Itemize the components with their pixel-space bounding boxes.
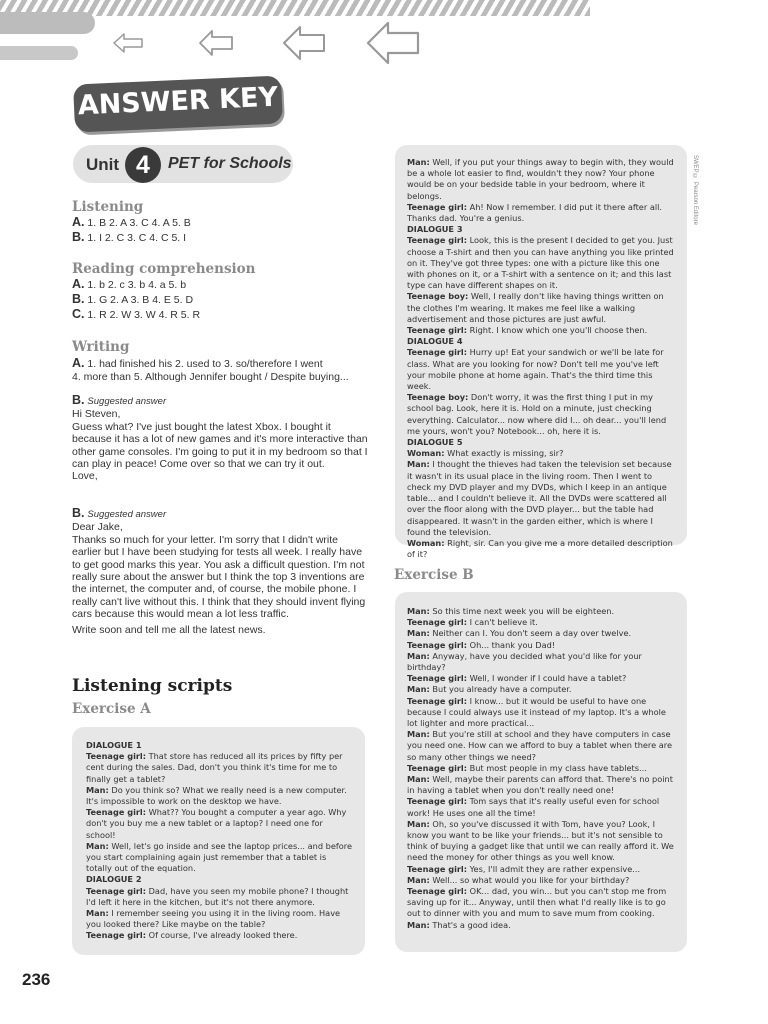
left-arrow-icon [112, 32, 144, 54]
script-line [86, 751, 353, 785]
writing-heading: Writing [72, 339, 130, 355]
script-line [407, 628, 675, 639]
speaker-label: Teenage girl: [407, 235, 468, 246]
speaker-label: Man: [407, 628, 430, 639]
speech-text: Well, maybe their parents can afford that. There's no point in having a tablet when you don't really need one! [407, 774, 673, 796]
unit-label: Unit [86, 155, 120, 174]
speaker-label: Teenage girl: [86, 885, 147, 896]
script-text [407, 157, 675, 560]
script-line [407, 392, 675, 437]
script-text [86, 740, 353, 942]
speaker-label: Teenage girl: [407, 347, 468, 358]
script-line [407, 763, 675, 774]
writing-answer-line: A. 1. had finished his 2. used to 3. so/therefore I went [72, 356, 323, 370]
speech-text: Well, if you put your things away to begin with, they would be a whole lot easier to find, wouldn't they now? Your phone would be on your bedside table in your bedroom, where it belongs. [407, 157, 674, 201]
speech-text: Yes, I'll admit they are rather expensive... [467, 863, 641, 874]
speaker-label: Teenage boy: [407, 392, 469, 403]
script-line [86, 908, 353, 930]
speaker-label: Man: [407, 919, 430, 930]
b1-body: Guess what? I've just bought the latest Xbox. I bought it because it has a lot of new games and it's more interactive than other game consoles. I'm going to put it in my bedroom so that I can play in peace! Come over so that we can try it out. [72, 420, 368, 471]
speaker-label: Teenage girl: [86, 930, 147, 941]
speech-text: What exactly is missing, sir? [444, 448, 564, 459]
speaker-label: Teenage girl: [407, 325, 468, 336]
speaker-label: Man: [86, 908, 109, 919]
listening-heading: Listening [72, 199, 144, 215]
b2-closing: Write soon and tell me all the latest news. [72, 623, 266, 636]
speech-text: Right, sir. Can you give me a more detailed description of it? [407, 537, 673, 560]
listening-answer-line: A. 1. B 2. A 3. C 4. A 5. B [72, 215, 191, 229]
left-arrow-icon [198, 28, 234, 58]
script-line [86, 785, 353, 807]
speech-text: That store has reduced all its prices by fifty per cent during the sales. Dad, don't you think it's time for me to finally get a tablet? [86, 751, 343, 784]
script-box-exercise-b [395, 592, 687, 952]
script-line [407, 448, 675, 459]
speaker-label: Man: [86, 784, 109, 795]
speaker-label: Man: [407, 650, 430, 661]
speech-text: What?? You bought a computer a year ago. Why don't you buy me a new tablet or a laptop? I need one for school! [86, 807, 347, 840]
script-line [407, 459, 675, 537]
script-line [407, 347, 675, 392]
script-box-exercise-a [72, 727, 365, 955]
script-line [407, 796, 675, 818]
reading-heading: Reading comprehension [72, 261, 256, 277]
speaker-label: Teenage girl: [86, 807, 147, 818]
script-line [407, 875, 675, 886]
reading-answer-line: A. 1. b 2. c 3. b 4. a 5. b [72, 277, 187, 291]
speech-text: I can't believe it. [467, 617, 538, 628]
speaker-label: Teenage girl: [407, 201, 468, 212]
speech-text: Well, let's go inside and see the laptop prices... and before you start complaining again just remember that a tablet is totally out of the equation. [86, 840, 352, 874]
decorative-bar [0, 12, 95, 34]
dialogue-heading: DIALOGUE 3 [407, 224, 463, 235]
answer-key-banner [73, 75, 283, 132]
script-line [407, 886, 675, 920]
reading-answer-line: C. 1. R 2. W 3. W 4. R 5. R [72, 307, 201, 321]
speech-text: Neither can I. You don't seem a day over twelve. [429, 628, 632, 639]
speech-text: Oh, so you've discussed it with Tom, have you? Look, I know you want to be like your friends... but it's not sensible to think of buying a gadget like that until we can really afford it. We need the money for other things as you well know. [407, 818, 674, 863]
script-line [407, 920, 675, 931]
speech-text: Do you think so? What we really need is a new computer. It's impossible to work on the desktop we have. [86, 784, 347, 807]
script-line [407, 325, 675, 336]
listening-scripts-heading: Listening scripts [72, 676, 233, 696]
left-arrow-icon [366, 20, 420, 66]
dialogue-heading: DIALOGUE 2 [86, 874, 142, 885]
b1-sign: Love, [72, 470, 98, 483]
script-line [407, 819, 675, 864]
speaker-label: Man: [407, 606, 430, 616]
speaker-label: Man: [407, 774, 430, 785]
writing-b2-block: B. Suggested answer Dear Jake, Thanks so much for your letter. I'm sorry that I didn't write earlier but I have been studying for tests all week. I really have to get good marks this year. You ask a difficult question. I'm not really sure about the answer but I think the top 3 inventions are the internet, the computer and, of course, the mobile phone. I really can't live without this. I think that they should invent flying cars because this would mean a lot less traffic. Write soon and tell me all the latest news. [72, 507, 368, 636]
speech-text: Tom says that it's really useful even for school work! He uses one all the time! [407, 796, 660, 818]
exercise-b-heading: Exercise B [394, 567, 474, 583]
speech-text: Look, this is the present I decided to get you. Just choose a T-shirt and then you can have anything you like printed on it. They've got three types: one with a picture like this one with phones on it, or a T-shirt with a sentence on it; and this last type can have different shapes on it. [407, 235, 674, 291]
script-line [407, 606, 675, 617]
script-line [407, 617, 675, 628]
script-line [407, 538, 675, 560]
script-line [407, 684, 675, 695]
reading-answer-line: B. 1. G 2. A 3. B 4. E 5. D [72, 292, 194, 306]
side-credit: SWEP © Pearson Editore [692, 155, 698, 225]
script-line [407, 696, 675, 730]
script-line [407, 729, 675, 763]
script-line [407, 774, 675, 796]
speech-text: Well, I really don't like having things written on the clothes I'm wearing. It makes me feel like a walking advertisement and those pictures are just awful. [407, 291, 664, 324]
script-line [407, 673, 675, 684]
decorative-bar [0, 46, 78, 60]
speech-text: Right. I know which one you'll choose then. [467, 325, 648, 336]
speaker-label: Teenage girl: [407, 695, 468, 706]
speech-text: But most people in my class have tablets... [467, 762, 647, 773]
speech-text: Anyway, have you decided what you'd like for your birthday? [407, 650, 642, 673]
writing-answer-line: 4. more than 5. Although Jennifer bought / Despite buying... [72, 371, 349, 383]
answer-key-title: ANSWER KEY [77, 81, 279, 122]
speaker-label: Man: [407, 729, 430, 740]
script-line [407, 651, 675, 673]
speaker-label: Teenage girl: [407, 886, 468, 897]
speaker-label: Woman: [407, 448, 445, 459]
page-number: 236 [22, 970, 51, 989]
speech-text: So this time next week you will be eighteen. [429, 606, 615, 616]
speaker-label: Man: [407, 684, 430, 695]
script-line [407, 640, 675, 651]
script-line [86, 841, 353, 875]
speech-text: I know... but it would be useful to have one because I could always use it instead of my laptop. It's a whole lot lighter and more practical... [407, 695, 666, 729]
script-line [407, 157, 675, 202]
speaker-label: Teenage girl: [86, 751, 147, 762]
b1-greeting: Hi Steven, [72, 408, 121, 421]
speech-text: Oh... thank you Dad! [467, 639, 556, 650]
script-box-exercise-a-continued [395, 145, 687, 560]
script-line [86, 930, 353, 941]
speaker-label: Man: [407, 157, 430, 167]
script-text [407, 606, 675, 931]
dialogue-heading: DIALOGUE 1 [86, 740, 142, 750]
speech-text: Well, I wonder if I could have a tablet? [467, 673, 627, 684]
script-line [407, 291, 675, 325]
speaker-label: Teenage girl: [407, 617, 468, 628]
b2-body: Thanks so much for your letter. I'm sorry that I didn't write earlier but I have been studying for tests all week. I really have to get good marks this year. You ask a difficult question. I'm not really sure about the answer but I think the top 3 inventions are the internet, the computer and, of course, the mobile phone. I really can't live without this. I think that they should invent flying cars because this would mean a lot less traffic. [72, 533, 366, 621]
exercise-a-heading: Exercise A [72, 701, 151, 717]
speaker-label: Teenage boy: [407, 291, 469, 302]
speaker-label: Man: [407, 874, 430, 885]
listening-answer-line: B. 1. I 2. C 3. C 4. C 5. I [72, 230, 187, 244]
speech-text: But you already have a computer. [429, 684, 572, 695]
script-line [407, 235, 675, 291]
writing-b1-block: B. Suggested answer Hi Steven, Guess what? I've just bought the latest Xbox. I bought it because it has a lot of new games and it's more interactive than other game consoles. I'm going to put it in my bedroom so that I can play in peace! Come over so that we can try it out. Love, [72, 393, 368, 483]
script-line [86, 807, 353, 841]
speech-text: Hurry up! Eat your sandwich or we'll be late for class. What are you looking for now? Don't tell me you've left your mobile phone at home again. That's the third time this week. [407, 347, 664, 392]
speech-text: Well... so what would you like for your birthday? [429, 874, 630, 885]
speech-text: OK... dad, you win... but you can't stop me from saving up for it... Anyway, until then what I'd really like is to go out to dinner with you and mum to save mum from cooking. [407, 886, 667, 919]
speech-text: That's a good idea. [429, 919, 511, 930]
speaker-label: Teenage girl: [407, 639, 468, 650]
unit-title: PET for Schools [168, 155, 292, 172]
speech-text: Dad, have you seen my mobile phone? I thought I'd left it here in the kitchen, but it's not there anymore. [86, 885, 349, 907]
speech-text: But you're still at school and they have computers in case you need one. How can we afford to buy a tablet when there are so many other things we need? [407, 729, 672, 762]
dialogue-heading: DIALOGUE 4 [407, 336, 463, 347]
speech-text: Ah! Now I remember. I did put it there after all. Thanks dad. You're a genius. [407, 201, 662, 224]
speaker-label: Man: [407, 459, 430, 470]
script-line [407, 202, 675, 224]
b2-greeting: Dear Jake, [72, 521, 123, 534]
speaker-label: Teenage girl: [407, 673, 468, 684]
unit-number-badge: 4 [125, 147, 161, 183]
left-arrow-icon [282, 24, 326, 62]
speech-text: I thought the thieves had taken the television set because it wasn't in its usual place in the living room. Then I went to check my DVD player and my DVDs, which I keep in an antique table... and I couldn't believe it. All the DVDs were scattered all over the floor along with the DVD player... but the table had disappeared. It wasn't in the garden either, which is where I found the television. [407, 459, 672, 537]
speech-text: Don't worry, it was the first thing I put in my school bag. Look, here it is. Hold on a minute, just checking everything. Calculator... now where did I... oh dear... you'll lend me yours, won't you? Notebook... oh, here it is. [407, 392, 667, 436]
speaker-label: Teenage girl: [407, 863, 468, 874]
speaker-label: Man: [407, 818, 430, 829]
script-line [407, 864, 675, 875]
speaker-label: Teenage girl: [407, 762, 468, 773]
speaker-label: Teenage girl: [407, 796, 468, 807]
speech-text: I remember seeing you using it in the living room. Have you looked there? Like maybe on the table? [86, 908, 341, 930]
speech-text: Of course, I've already looked there. [146, 930, 298, 941]
script-line [86, 886, 353, 908]
dialogue-heading: DIALOGUE 5 [407, 437, 463, 448]
speaker-label: Woman: [407, 537, 445, 548]
speaker-label: Man: [86, 840, 109, 851]
